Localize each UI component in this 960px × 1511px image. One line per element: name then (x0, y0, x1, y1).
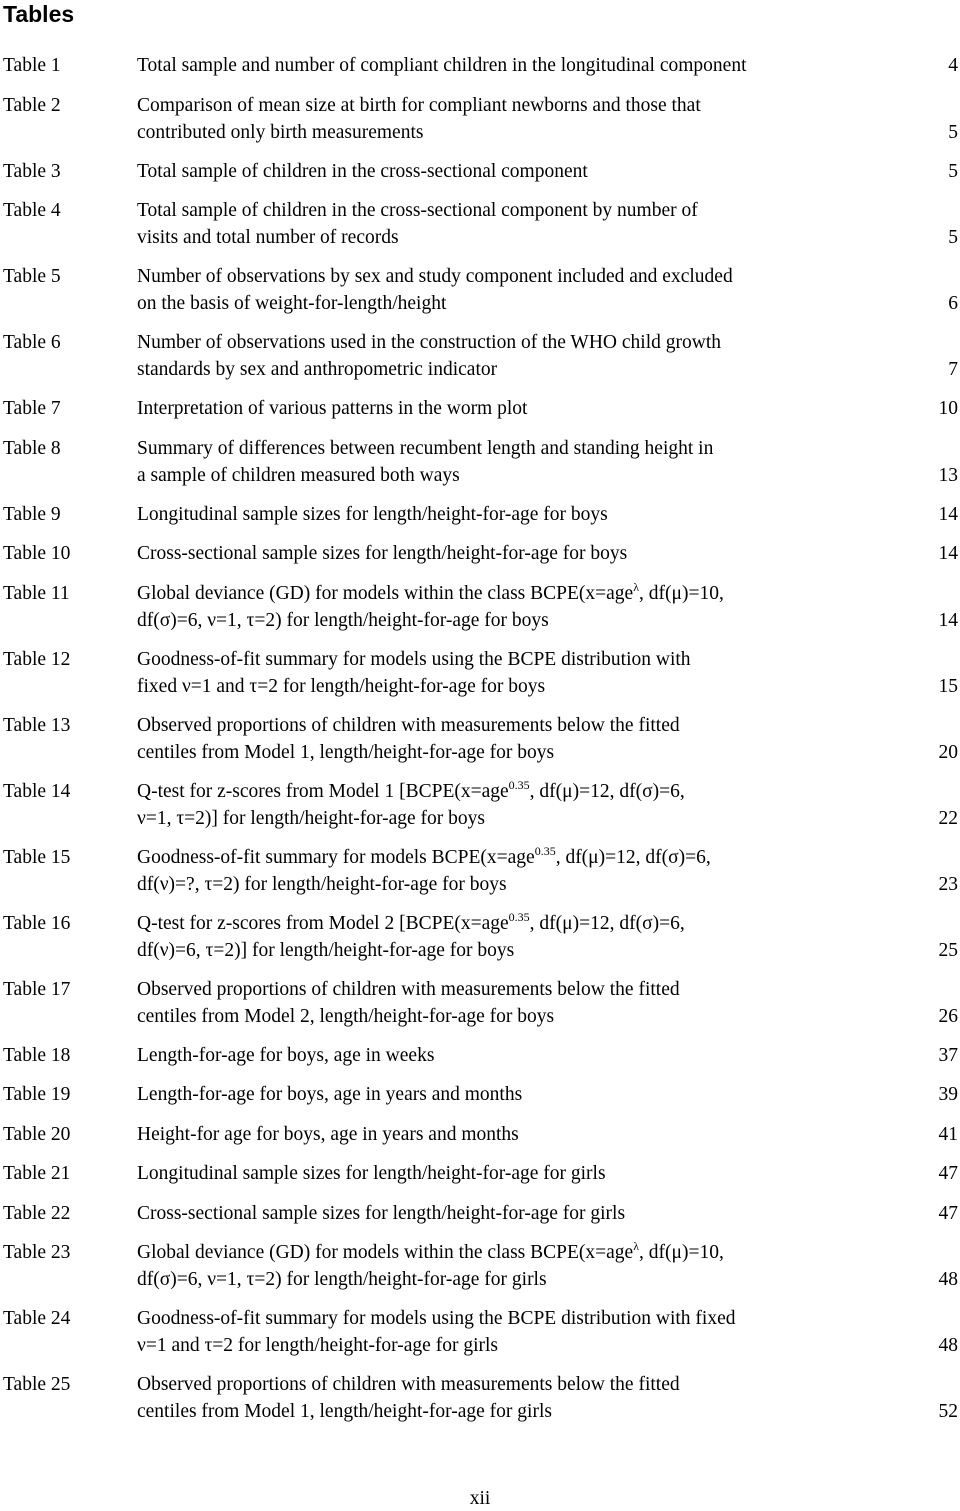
list-item[interactable] (0, 158, 960, 185)
list-item[interactable] (0, 1121, 960, 1148)
page-reference: 22 (938, 808, 958, 829)
list-item[interactable] (0, 395, 960, 422)
table-title-line: Comparison of mean size at birth for compliant newborns and those that (137, 95, 701, 116)
table-title-line: Cross-sectional sample sizes for length/height-for-age for girls (137, 1203, 626, 1224)
table-title (137, 540, 857, 567)
table-title-line: centiles from Model 1, length/height-for-age for boys (137, 742, 555, 763)
table-label: Table 16 (3, 913, 71, 934)
table-label: Table 12 (3, 649, 71, 670)
table-label: Table 22 (3, 1203, 71, 1224)
table-title (137, 844, 857, 898)
table-title-line (137, 778, 857, 805)
page-reference: 47 (938, 1163, 958, 1184)
title-text: Q-test for z-scores from Model 1 [BCPE(x=age (137, 781, 509, 802)
table-label: Table 7 (3, 398, 61, 419)
table-title (137, 52, 857, 79)
table-title-line (137, 1239, 857, 1266)
list-item[interactable] (0, 646, 960, 700)
table-label: Table 9 (3, 504, 61, 525)
table-title-line: Height-for age for boys, age in years and months (137, 1124, 519, 1145)
list-item[interactable] (0, 1042, 960, 1069)
table-label: Table 14 (3, 781, 71, 802)
table-title (137, 329, 857, 383)
list-item[interactable] (0, 52, 960, 79)
list-item[interactable] (0, 910, 960, 964)
table-title-line: visits and total number of records (137, 227, 399, 248)
list-item[interactable] (0, 844, 960, 898)
table-title-line: Length-for-age for boys, age in years and months (137, 1084, 523, 1105)
table-title-line: Total sample of children in the cross-sectional component (137, 161, 588, 182)
exponent: λ (633, 1239, 640, 1253)
table-title-line: Goodness-of-fit summary for models using the BCPE distribution with fixed (137, 1308, 736, 1329)
page-reference: 4 (948, 55, 958, 76)
list-item[interactable] (0, 1200, 960, 1227)
title-text: Goodness-of-fit summary for models BCPE(x=age (137, 847, 535, 868)
page-reference: 14 (938, 504, 958, 525)
table-title-line: contributed only birth measurements (137, 122, 424, 143)
table-label: Table 24 (3, 1308, 71, 1329)
list-item[interactable] (0, 712, 960, 766)
page-reference: 13 (938, 465, 958, 486)
table-title-line (137, 910, 857, 937)
table-label: Table 25 (3, 1374, 71, 1395)
table-title-line: Summary of differences between recumbent length and standing height in (137, 438, 714, 459)
title-text: Q-test for z-scores from Model 2 [BCPE(x=age (137, 913, 509, 934)
table-title-line (137, 580, 857, 607)
table-label: Table 17 (3, 979, 71, 1000)
table-title (137, 92, 857, 146)
list-item[interactable] (0, 976, 960, 1030)
table-label: Table 10 (3, 543, 71, 564)
table-title (137, 1200, 857, 1227)
table-label: Table 1 (3, 55, 61, 76)
table-title-line: Number of observations by sex and study component included and excluded (137, 266, 733, 287)
list-item[interactable] (0, 1081, 960, 1108)
table-title-line: df(ν)=6, τ=2)] for length/height-for-age for boys (137, 940, 515, 961)
page-reference: 41 (938, 1124, 958, 1145)
table-title (137, 501, 857, 528)
list-item[interactable] (0, 580, 960, 634)
table-title (137, 435, 857, 489)
list-item[interactable] (0, 92, 960, 146)
table-title (137, 1121, 857, 1148)
table-title (137, 1305, 857, 1359)
table-label: Table 5 (3, 266, 61, 287)
page-reference: 47 (938, 1203, 958, 1224)
table-label: Table 3 (3, 161, 61, 182)
table-title-line: a sample of children measured both ways (137, 465, 460, 486)
page-reference: 5 (948, 161, 958, 182)
table-title-line: Number of observations used in the construction of the WHO child growth (137, 332, 721, 353)
table-label: Table 8 (3, 438, 61, 459)
list-item[interactable] (0, 263, 960, 317)
table-title-line: Interpretation of various patterns in the worm plot (137, 398, 528, 419)
table-title-line: Total sample and number of compliant children in the longitudinal component (137, 55, 747, 76)
table-title-line: Goodness-of-fit summary for models using the BCPE distribution with (137, 649, 691, 670)
page-reference: 39 (938, 1084, 958, 1105)
table-title (137, 158, 857, 185)
table-title (137, 646, 857, 700)
exponent: 0.35 (508, 910, 530, 924)
page-reference: 7 (948, 359, 958, 380)
page-reference: 52 (938, 1401, 958, 1422)
exponent: λ (633, 580, 640, 594)
title-text: , df(μ)=12, df(σ)=6, (555, 847, 711, 868)
table-title-line: Cross-sectional sample sizes for length/height-for-age for boys (137, 543, 628, 564)
page-reference: 48 (938, 1269, 958, 1290)
title-text: , df(μ)=12, df(σ)=6, (529, 913, 685, 934)
table-label: Table 2 (3, 95, 61, 116)
table-title (137, 1042, 857, 1069)
page-reference: 10 (938, 398, 958, 419)
table-title-line: Length-for-age for boys, age in weeks (137, 1045, 435, 1066)
table-title (137, 778, 857, 832)
page-reference: 37 (938, 1045, 958, 1066)
table-title-line: Observed proportions of children with measurements below the fitted (137, 715, 680, 736)
table-label: Table 11 (3, 583, 70, 604)
list-item[interactable] (0, 197, 960, 251)
table-title-line: Total sample of children in the cross-sectional component by number of (137, 200, 698, 221)
table-title (137, 263, 857, 317)
table-title (137, 976, 857, 1030)
page-reference: 15 (938, 676, 958, 697)
page-reference: 6 (948, 293, 958, 314)
table-title (137, 197, 857, 251)
table-title (137, 1160, 857, 1187)
table-title (137, 1239, 857, 1293)
page-number: xii (469, 1488, 491, 1509)
table-title-line: centiles from Model 2, length/height-for-age for boys (137, 1006, 555, 1027)
section-heading: Tables (3, 1, 75, 27)
exponent: 0.35 (534, 844, 556, 858)
table-title-line: Observed proportions of children with measurements below the fitted (137, 1374, 680, 1395)
page-reference: 5 (948, 122, 958, 143)
table-title-line: standards by sex and anthropometric indicator (137, 359, 498, 380)
table-label: Table 13 (3, 715, 71, 736)
table-title-line: Observed proportions of children with measurements below the fitted (137, 979, 680, 1000)
list-item[interactable] (0, 1305, 960, 1359)
table-title-line: centiles from Model 1, length/height-for-age for girls (137, 1401, 552, 1422)
list-item[interactable] (0, 778, 960, 832)
exponent: 0.35 (508, 778, 530, 792)
page-reference: 23 (938, 874, 958, 895)
page-reference: 14 (938, 610, 958, 631)
table-label: Table 4 (3, 200, 61, 221)
page-reference: 26 (938, 1006, 958, 1027)
page-reference: 20 (938, 742, 958, 763)
page-reference: 5 (948, 227, 958, 248)
title-text: , df(μ)=10, (639, 1242, 724, 1263)
table-title-line: ν=1 and τ=2 for length/height-for-age for girls (137, 1335, 498, 1356)
title-text: Global deviance (GD) for models within the class BCPE(x=age (137, 1242, 634, 1263)
table-title-line: df(ν)=?, τ=2) for length/height-for-age for boys (137, 874, 507, 895)
table-title (137, 580, 857, 634)
list-item[interactable] (0, 435, 960, 489)
table-title (137, 1371, 857, 1425)
table-label: Table 20 (3, 1124, 71, 1145)
list-item[interactable] (0, 1160, 960, 1187)
page-reference: 14 (938, 543, 958, 564)
table-title (137, 712, 857, 766)
page-reference: 25 (938, 940, 958, 961)
table-title (137, 1081, 857, 1108)
table-title-line: ν=1, τ=2)] for length/height-for-age for boys (137, 808, 485, 829)
table-label: Table 18 (3, 1045, 71, 1066)
page-reference: 48 (938, 1335, 958, 1356)
table-label: Table 21 (3, 1163, 71, 1184)
title-text: Global deviance (GD) for models within the class BCPE(x=age (137, 583, 634, 604)
table-label: Table 15 (3, 847, 71, 868)
list-item[interactable] (0, 1371, 960, 1425)
list-item[interactable] (0, 540, 960, 567)
list-item[interactable] (0, 501, 960, 528)
table-label: Table 19 (3, 1084, 71, 1105)
title-text: , df(μ)=10, (639, 583, 724, 604)
table-title-line: fixed ν=1 and τ=2 for length/height-for-age for boys (137, 676, 546, 697)
list-item[interactable] (0, 1239, 960, 1293)
table-title (137, 395, 857, 422)
list-item[interactable] (0, 329, 960, 383)
table-title-line (137, 844, 857, 871)
table-label: Table 23 (3, 1242, 71, 1263)
table-title-line: df(σ)=6, ν=1, τ=2) for length/height-for-age for girls (137, 1269, 547, 1290)
table-title-line: Longitudinal sample sizes for length/height-for-age for boys (137, 504, 608, 525)
title-text: , df(μ)=12, df(σ)=6, (529, 781, 685, 802)
table-label: Table 6 (3, 332, 61, 353)
table-title-line: Longitudinal sample sizes for length/height-for-age for girls (137, 1163, 606, 1184)
table-title-line: on the basis of weight-for-length/height (137, 293, 447, 314)
table-title-line: df(σ)=6, ν=1, τ=2) for length/height-for-age for boys (137, 610, 549, 631)
table-title (137, 910, 857, 964)
